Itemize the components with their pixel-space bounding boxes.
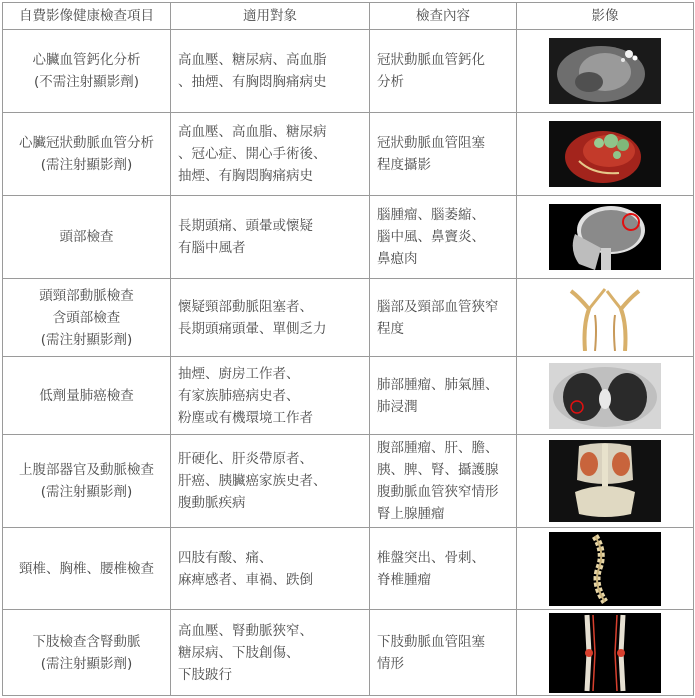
target-cell: 四肢有酸、痛、 麻痺感者、車禍、跌倒 [171,528,370,610]
header-item: 自費影像健康檢查項目 [3,3,171,30]
target-cell: 高血壓、腎動脈狹窄、 糖尿病、下肢創傷、 下肢跛行 [171,610,370,696]
header-row [3,3,694,30]
target-cell: 懷疑頸部動脈阻塞者、 長期頭痛頭暈、單側乏力 [171,279,370,357]
spine-3d-render-image [549,532,661,606]
table-row [3,279,694,357]
target-cell: 長期頭痛、頭暈或懷疑 有腦中風者 [171,196,370,279]
table-row [3,357,694,435]
item-cell: 心臟冠狀動脈血管分析 (需注射顯影劑) [3,113,171,196]
cardiac-calcium-ct-image [549,38,661,104]
target-cell: 高血壓、高血脂、糖尿病 、冠心症、開心手術後、 抽煙、有胸悶胸痛病史 [171,113,370,196]
image-cell [517,435,694,528]
item-cell: 頭頸部動脈檢查 含頭部檢查 (需注射顯影劑) [3,279,171,357]
table-row [3,113,694,196]
target-cell: 抽煙、廚房工作者、 有家族肺癌病史者、 粉塵或有機環境工作者 [171,357,370,435]
image-cell [517,610,694,696]
content-cell: 腦部及頸部血管狹窄 程度 [370,279,517,357]
lung-ct-axial-image [549,363,661,429]
head-ct-sagittal-image [549,204,661,270]
header-content: 檢查內容 [370,3,517,30]
item-cell: 頸椎、胸椎、腰椎檢查 [3,528,171,610]
image-cell [517,279,694,357]
header-target: 適用對象 [171,3,370,30]
content-cell: 腹部腫瘤、肝、膽、 胰、脾、腎、攝護腺 腹動脈血管狹窄情形 腎上腺腫瘤 [370,435,517,528]
table-row [3,528,694,610]
image-cell [517,357,694,435]
table-row [3,30,694,113]
table-row [3,435,694,528]
item-cell: 下肢檢查含腎動脈 (需注射顯影劑) [3,610,171,696]
content-cell: 冠狀動脈血管阻塞 程度攝影 [370,113,517,196]
item-cell: 低劑量肺癌檢查 [3,357,171,435]
image-cell [517,30,694,113]
image-cell [517,113,694,196]
content-cell: 腦腫瘤、腦萎縮、 腦中風、鼻竇炎、 鼻瘜肉 [370,196,517,279]
table-row [3,196,694,279]
item-cell: 心臟血管鈣化分析 (不需注射顯影劑) [3,30,171,113]
heart-3d-render-image [549,121,661,187]
leg-arteries-3d-image [549,613,661,693]
content-cell: 下肢動脈血管阻塞 情形 [370,610,517,696]
abdomen-3d-render-image [549,440,661,522]
neck-arteries-3d-image [549,285,661,351]
item-cell: 頭部檢查 [3,196,171,279]
image-cell [517,528,694,610]
content-cell: 椎盤突出、骨刺、 脊椎腫瘤 [370,528,517,610]
content-cell: 肺部腫瘤、肺氣腫、 肺浸潤 [370,357,517,435]
table-row [3,610,694,696]
image-cell [517,196,694,279]
health-check-table [2,2,694,696]
target-cell: 肝硬化、肝炎帶原者、 肝癌、胰臟癌家族史者、 腹動脈疾病 [171,435,370,528]
item-cell: 上腹部器官及動脈檢查 (需注射顯影劑) [3,435,171,528]
content-cell: 冠狀動脈血管鈣化 分析 [370,30,517,113]
header-image: 影像 [517,3,694,30]
target-cell: 高血壓、糖尿病、高血脂 、抽煙、有胸悶胸痛病史 [171,30,370,113]
